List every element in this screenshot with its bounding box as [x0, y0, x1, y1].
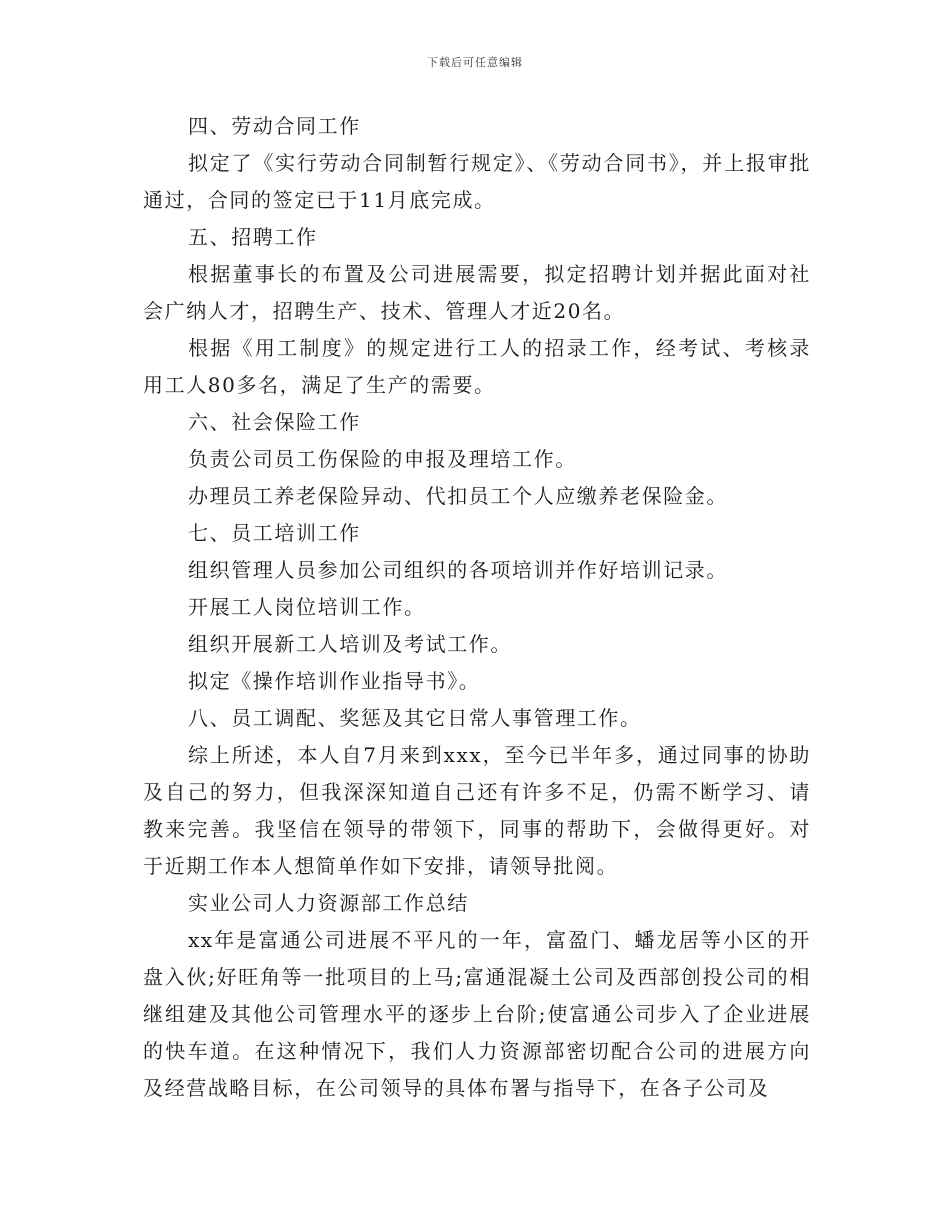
- paragraph-hr-summary: xx年是富通公司进展不平凡的一年，富盈门、蟠龙居等小区的开盘入伙;好旺角等一批项目的上马;富通混凝土公司及西部创投公司的相继组建及其他公司管理水平的逐步上台阶;使富通公司步入了企业进展的快车道。在这种情况下，我们人力资源部密切配合公司的进展方向及经营战略目标，在公司领导的具体布署与指导下，在各子公司及: [143, 928, 811, 1100]
- section-heading-social-insurance: 六、社会保险工作: [188, 410, 361, 434]
- paragraph-recruitment-plan: 根据董事长的布置及公司进展需要，拟定招聘计划并据此面对社会广纳人才，招聘生产、技术、管理人才近20名。: [143, 262, 811, 323]
- paragraph-worker-hiring: 根据《用工制度》的规定进行工人的招录工作，经考试、考核录用工人80多名，满足了生产的需要。: [143, 336, 811, 397]
- page-header-note: 下载后可任意编辑: [427, 56, 523, 69]
- paragraph-manager-training: 组织管理人员参加公司组织的各项培训并作好培训记录。: [188, 558, 728, 582]
- section-heading-staff-management: 八、员工调配、奖惩及其它日常人事管理工作。: [188, 706, 642, 730]
- section-heading-recruitment: 五、招聘工作: [188, 225, 318, 249]
- paragraph-labor-contract: 拟定了《实行劳动合同制暂行规定》、《劳动合同书》，并上报审批通过，合同的签定已于11月底完成。: [143, 151, 811, 212]
- paragraph-injury-insurance: 负责公司员工伤保险的申报及理培工作。: [188, 447, 577, 471]
- section-heading-labor-contract: 四、劳动合同工作: [188, 114, 361, 138]
- paragraph-new-worker-training: 组织开展新工人培训及考试工作。: [188, 632, 512, 656]
- document-body: [143, 108, 811, 1107]
- paragraph-pension-insurance: 办理员工养老保险异动、代扣员工个人应缴养老保险金。: [188, 484, 728, 508]
- paragraph-summary: 综上所述，本人自7月来到xxx，至今已半年多，通过同事的协助及自己的努力，但我深深知道自己还有许多不足，仍需不断学习、请教来完善。我坚信在领导的带领下，同事的帮助下，会做得更好。对于近期工作本人想简单作如下安排，请领导批阅。: [143, 743, 811, 878]
- paragraph-post-training: 开展工人岗位培训工作。: [188, 595, 426, 619]
- section-heading-hr-summary: 实业公司人力资源部工作总结: [188, 891, 469, 915]
- section-heading-training: 七、员工培训工作: [188, 521, 361, 545]
- paragraph-training-manual: 拟定《操作培训作业指导书》。: [188, 669, 481, 693]
